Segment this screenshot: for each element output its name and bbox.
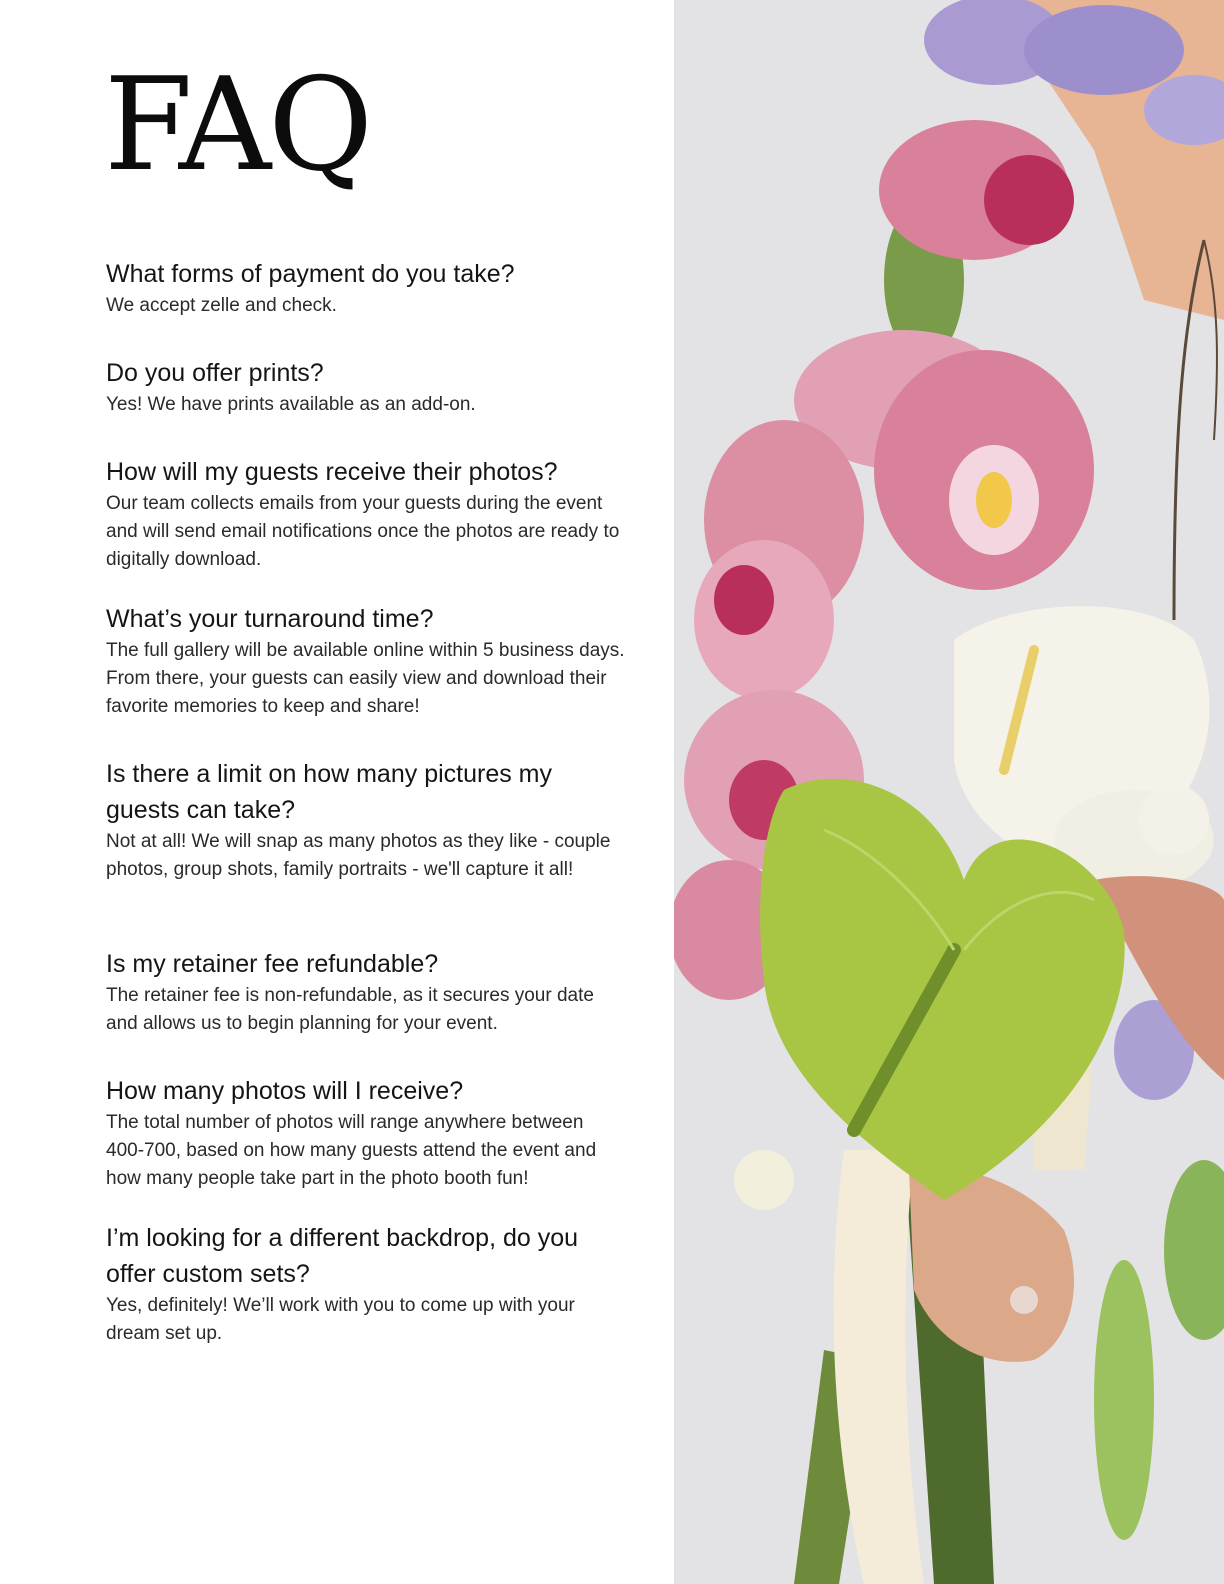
faq-answer: Yes! We have prints available as an add-on.	[106, 394, 476, 415]
faq-item	[106, 756, 626, 884]
faq-item	[106, 946, 626, 1038]
flower-bouquet-photo	[674, 0, 1224, 1584]
faq-question: Do you offer prints?	[106, 359, 324, 387]
faq-question: Is there a limit on how many pictures my guests can take?	[106, 760, 552, 824]
bouquet-illustration	[674, 0, 1224, 1584]
faq-answer: We accept zelle and check.	[106, 295, 337, 316]
faq-answer: The full gallery will be available online within 5 business days. From there, your guests can easily view and download their favorite memories to keep and share!	[106, 640, 625, 717]
page-title: FAQ	[104, 51, 371, 200]
faq-answer: Not at all! We will snap as many photos as they like - couple photos, group shots, family portraits - we'll capture it all!	[106, 831, 611, 880]
faq-item	[106, 256, 626, 320]
faq-question: How many photos will I receive?	[106, 1077, 464, 1105]
faq-answer: The retainer fee is non-refundable, as it secures your date and allows us to begin planning for your event.	[106, 985, 594, 1034]
faq-item	[106, 454, 626, 574]
faq-question: Is my retainer fee refundable?	[106, 950, 439, 978]
faq-question: I’m looking for a different backdrop, do you offer custom sets?	[106, 1224, 579, 1288]
faq-item	[106, 601, 626, 721]
faq-answer: Yes, definitely! We’ll work with you to come up with your dream set up.	[106, 1295, 575, 1344]
faq-question: What’s your turnaround time?	[106, 605, 434, 633]
faq-item	[106, 1220, 626, 1348]
faq-question: What forms of payment do you take?	[106, 260, 515, 288]
faq-item	[106, 355, 626, 419]
faq-item	[106, 1073, 626, 1193]
faq-answer: Our team collects emails from your guests during the event and will send email notifications once the photos are ready to digitally download.	[106, 493, 620, 570]
faq-answer: The total number of photos will range anywhere between 400-700, based on how many guests attend the event and how many people take part in the photo booth fun!	[106, 1112, 597, 1189]
faq-question: How will my guests receive their photos?	[106, 458, 558, 486]
